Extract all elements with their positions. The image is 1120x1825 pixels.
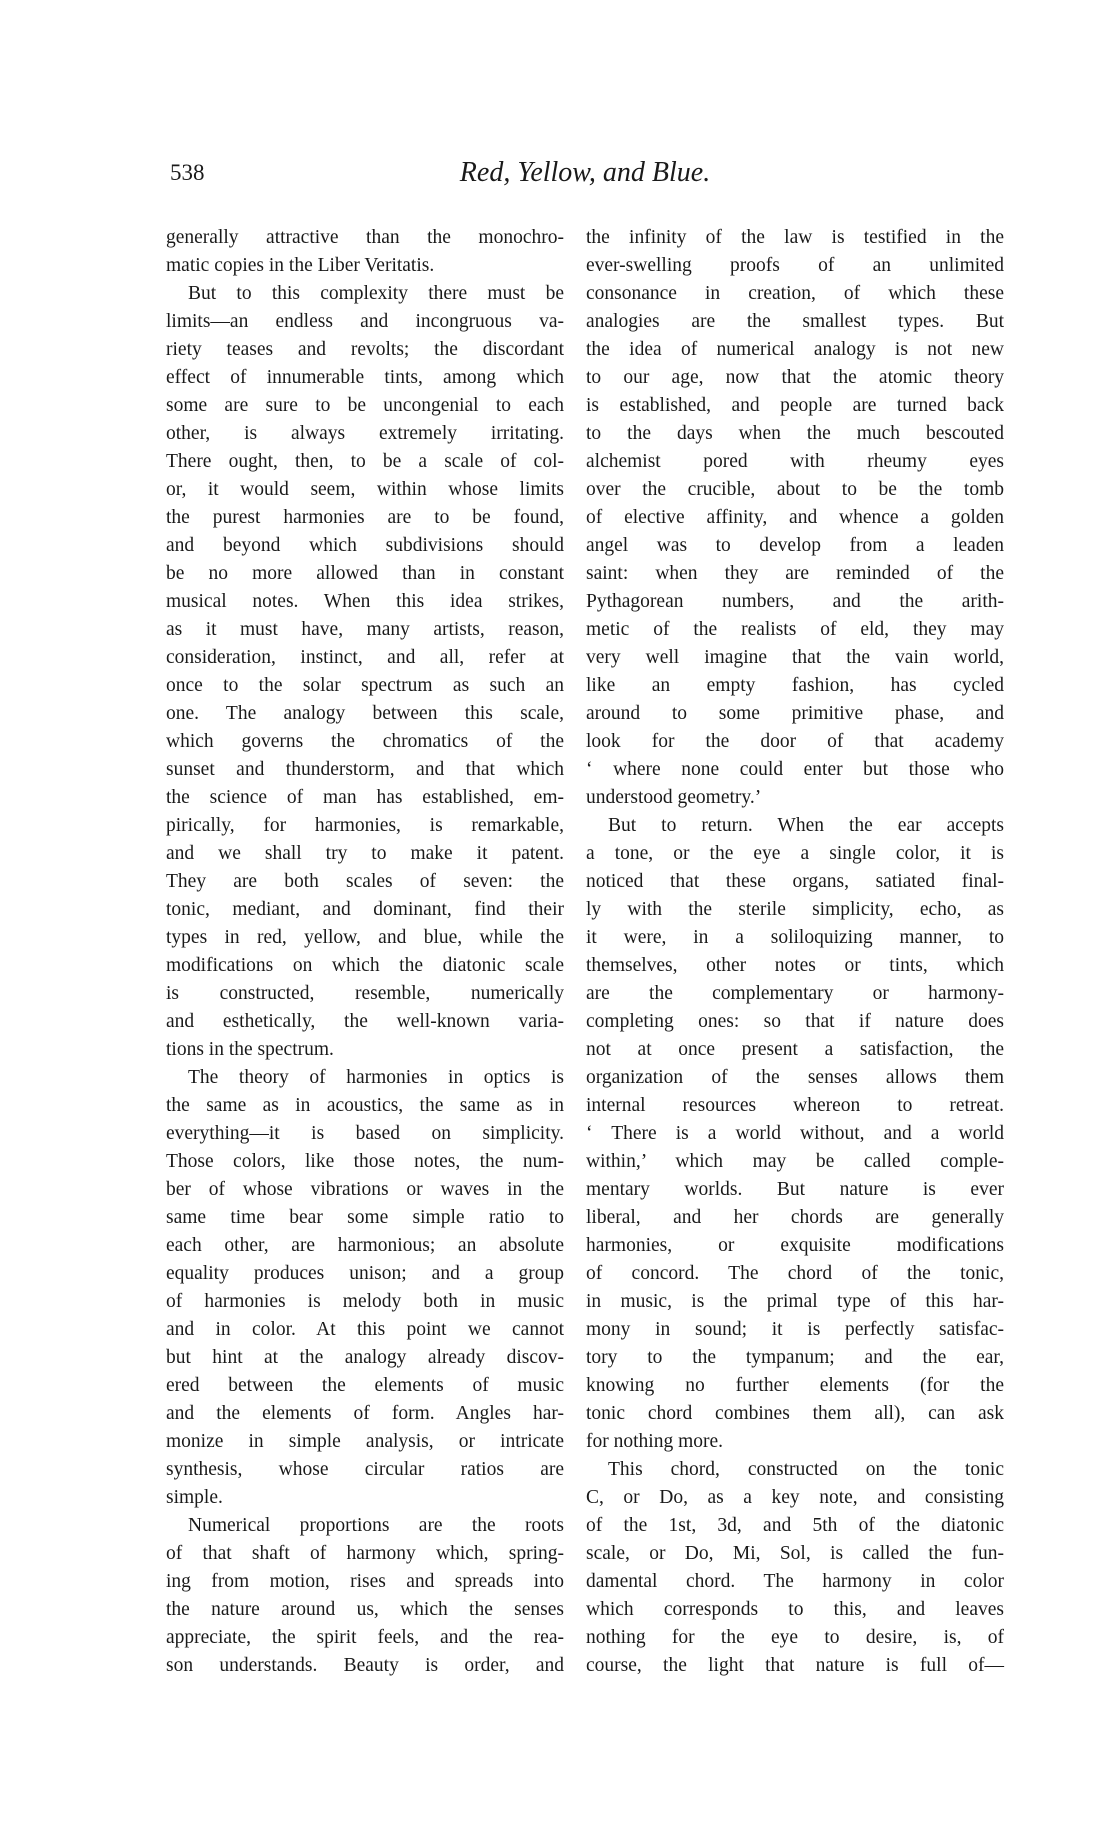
text-line: liberal, and her chords are generally [586,1207,1004,1228]
text-line: to the days when the much bescouted [586,423,1004,444]
text-line: modifications on which the diatonic scale [166,955,564,976]
text-line: The theory of harmonies in optics is [188,1067,564,1088]
text-line: Those colors, like those notes, the num- [166,1151,564,1172]
text-line: themselves, other notes or tints, which [586,955,1004,976]
text-line: and the elements of form. Angles har- [166,1403,564,1424]
text-line: ber of whose vibrations or waves in the [166,1179,564,1200]
text-line: angel was to develop from a leaden [586,535,1004,556]
text-line: organization of the senses allows them [586,1067,1004,1088]
text-line: the nature around us, which the senses [166,1599,564,1620]
running-title: Red, Yellow, and Blue. [459,157,711,188]
text-line: riety teases and revolts; the discordant [166,339,564,360]
text-line: as it must have, many artists, reason, [166,619,564,640]
text-line: mentary worlds. But nature is ever [586,1179,1004,1200]
text-line: consonance in creation, of which these [586,283,1004,304]
text-line: pirically, for harmonies, is remarkable, [166,815,564,836]
text-line: once to the solar spectrum as such an [166,675,564,696]
text-line: the same as in acoustics, the same as in [166,1095,564,1116]
text-line: a tone, or the eye a single color, it is [586,843,1004,864]
text-line: mony in sound; it is perfectly satisfac- [586,1319,1004,1340]
text-line: are the complementary or harmony- [586,983,1004,1004]
text-line: not at once present a satisfaction, the [586,1039,1004,1060]
text-line: damental chord. The harmony in color [586,1571,1004,1592]
text-line: is constructed, resemble, numerically [166,983,564,1004]
text-line: synthesis, whose circular ratios are [166,1459,564,1480]
text-line: the purest harmonies are to be found, [166,507,564,528]
text-line: harmonies, or exquisite modifications [586,1235,1004,1256]
text-line: simple. [166,1487,223,1508]
text-line: of harmonies is melody both in music [166,1291,564,1312]
text-line: They are both scales of seven: the [166,871,564,892]
text-line: effect of innumerable tints, among which [166,367,564,388]
text-line: is established, and people are turned back [586,395,1004,416]
text-line: one. The analogy between this scale, [166,703,564,724]
text-line: ly with the sterile simplicity, echo, as [586,899,1004,920]
text-line: the idea of numerical analogy is not new [586,339,1004,360]
text-line: around to some primitive phase, and [586,703,1004,724]
text-line: some are sure to be uncongenial to each [166,395,564,416]
text-line: tonic chord combines them all), can ask [586,1403,1004,1424]
text-line: saint: when they are reminded of the [586,563,1004,584]
text-line: but hint at the analogy already discov- [166,1347,564,1368]
text-line: C, or Do, as a key note, and consisting [586,1487,1004,1508]
text-line: But to this complexity there must be [188,283,564,304]
text-line: monize in simple analysis, or intricate [166,1431,564,1452]
text-line: musical notes. When this idea strikes, [166,591,564,612]
text-line: nothing for the eye to desire, is, of [586,1627,1004,1648]
text-line: over the crucible, about to be the tomb [586,479,1004,500]
text-line: knowing no further elements (for the [586,1375,1004,1396]
text-line: within,’ which may be called comple- [586,1151,1004,1172]
text-line: and we shall try to make it patent. [166,843,564,864]
text-line: it were, in a soliloquizing manner, to [586,927,1004,948]
text-line: like an empty fashion, has cycled [586,675,1004,696]
text-line: the science of man has established, em- [166,787,564,808]
left-text-column [166,224,564,1680]
text-line: ing from motion, rises and spreads into [166,1571,564,1592]
text-line: very well imagine that the vain world, [586,647,1004,668]
text-line: and in color. At this point we cannot [166,1319,564,1340]
text-line: son understands. Beauty is order, and [166,1655,564,1676]
text-line: sunset and thunderstorm, and that which [166,759,564,780]
text-line: course, the light that nature is full of— [586,1655,1004,1676]
text-line: ‘ There is a world without, and a world [586,1123,1004,1144]
text-line: to our age, now that the atomic theory [586,367,1004,388]
text-line: generally attractive than the monochro- [166,227,564,248]
text-line: of the 1st, 3d, and 5th of the diatonic [586,1515,1004,1536]
text-line: limits—an endless and incongruous va- [166,311,564,332]
text-line: appreciate, the spirit feels, and the rea- [166,1627,564,1648]
text-line: tonic, mediant, and dominant, find their [166,899,564,920]
right-text-column [586,224,1004,1680]
text-line: of that shaft of harmony which, spring- [166,1543,564,1564]
text-line: noticed that these organs, satiated final- [586,871,1004,892]
text-line: same time bear some simple ratio to [166,1207,564,1228]
text-line: equality produces unison; and a group [166,1263,564,1284]
text-line: each other, are harmonious; an absolute [166,1235,564,1256]
text-line: Numerical proportions are the roots [188,1515,564,1536]
text-line: types in red, yellow, and blue, while the [166,927,564,948]
page-number: 538 [170,160,205,185]
text-line: ever-swelling proofs of an unlimited [586,255,1004,276]
text-line: scale, or Do, Mi, Sol, is called the fun- [586,1543,1004,1564]
text-line: which corresponds to this, and leaves [586,1599,1004,1620]
text-line: of concord. The chord of the tonic, [586,1263,1004,1284]
text-line: in music, is the primal type of this har- [586,1291,1004,1312]
text-line: completing ones: so that if nature does [586,1011,1004,1032]
text-line: But to return. When the ear accepts [608,815,1004,836]
text-line: and beyond which subdivisions should [166,535,564,556]
text-line: There ought, then, to be a scale of col- [166,451,564,472]
text-line: look for the door of that academy [586,731,1004,752]
text-line: or, it would seem, within whose limits [166,479,564,500]
text-line: which governs the chromatics of the [166,731,564,752]
text-line: the infinity of the law is testified in the [586,227,1004,248]
text-line: This chord, constructed on the tonic [608,1459,1004,1480]
text-line: of elective affinity, and whence a golden [586,507,1004,528]
text-line: for nothing more. [586,1431,724,1452]
text-line: other, is always extremely irritating. [166,423,564,444]
text-line: alchemist pored with rheumy eyes [586,451,1004,472]
text-line: ‘ where none could enter but those who [586,759,1004,780]
text-line: be no more allowed than in constant [166,563,564,584]
text-line: consideration, instinct, and all, refer at [166,647,564,668]
text-line: Pythagorean numbers, and the arith- [586,591,1004,612]
text-line: and esthetically, the well-known varia- [166,1011,564,1032]
text-line: analogies are the smallest types. But [586,311,1004,332]
text-line: tory to the tympanum; and the ear, [586,1347,1004,1368]
text-line: understood geometry.’ [586,787,762,808]
text-line: tions in the spectrum. [166,1039,334,1060]
text-line: internal resources whereon to retreat. [586,1095,1004,1116]
text-line: matic copies in the Liber Veritatis. [166,255,435,276]
text-line: ered between the elements of music [166,1375,564,1396]
text-line: everything—it is based on simplicity. [166,1123,564,1144]
text-line: metic of the realists of eld, they may [586,619,1004,640]
